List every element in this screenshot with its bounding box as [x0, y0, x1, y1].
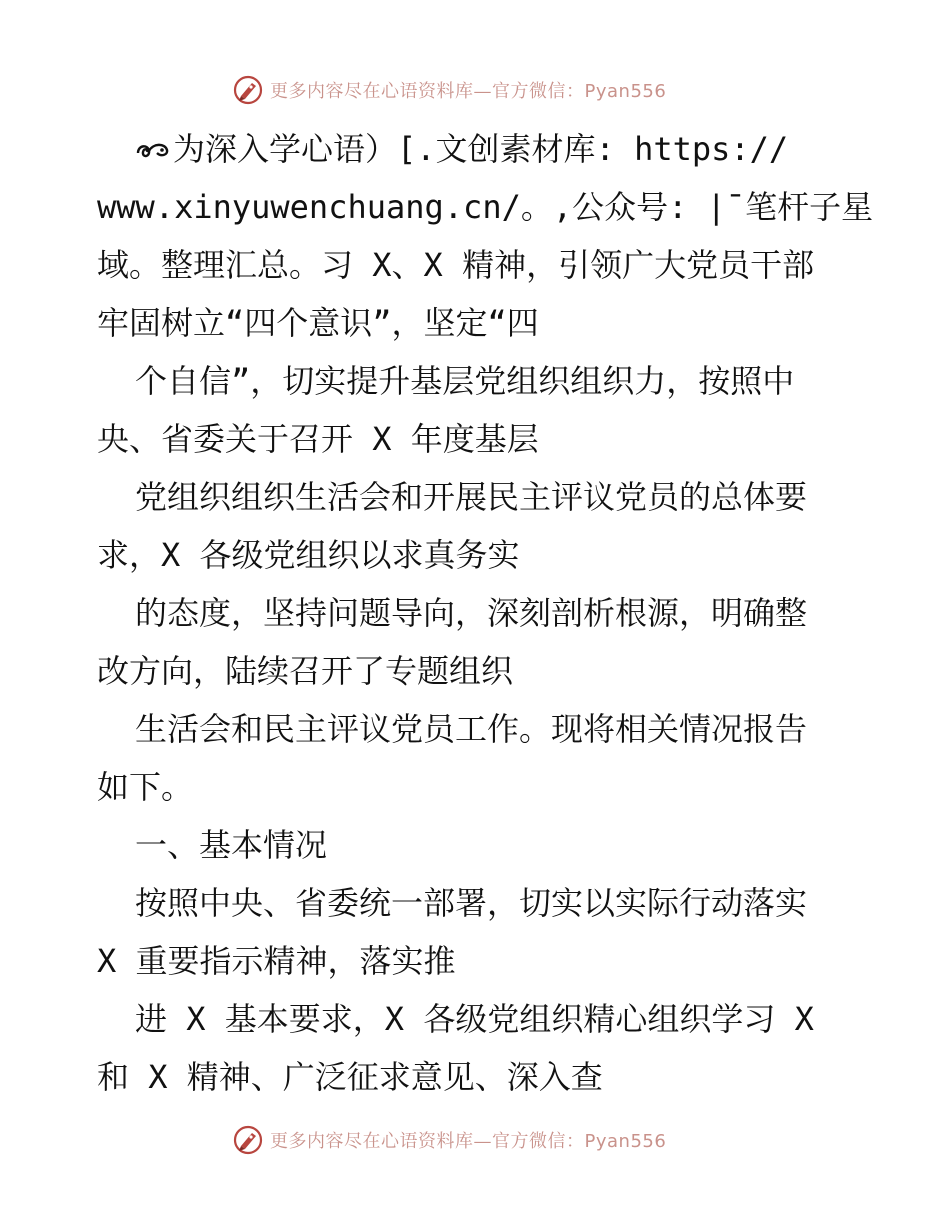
swirl-bullet-icon [135, 139, 171, 163]
paragraph-line: 生活会和民主评议党员工作。现将相关情况报告 [135, 710, 808, 748]
paragraph-line: 党组织组织生活会和开展民主评议党员的总体要 [135, 478, 808, 516]
paragraph-line: 的态度，坚持问题导向，深刻剖析根源，明确整 [135, 594, 808, 632]
header-banner [232, 72, 752, 108]
paragraph-line: 求，X 各级党组织以求真务实 [97, 536, 520, 574]
pen-nib-seal-icon [232, 1124, 264, 1156]
paragraph-line: www.xinyuwenchuang.cn/。,公众号: |¯笔杆子星 [97, 188, 874, 226]
document-body [97, 120, 874, 1106]
paragraph-line: X 重要指示精神，落实推 [97, 942, 456, 980]
paragraph-line: 域。整理汇总。习 X、X 精神，引领广大党员干部 [97, 246, 815, 284]
paragraph-line: 央、省委关于召开 X 年度基层 [97, 420, 539, 458]
paragraph-line: 和 X 精神、广泛征求意见、深入查 [97, 1058, 603, 1096]
paragraph-line: 个自信”，切实提升基层党组织组织力，按照中 [135, 362, 795, 400]
paragraph-line: 进 X 基本要求，X 各级党组织精心组织学习 X [135, 1000, 814, 1038]
banner-text: 更多内容尽在心语资料库—官方微信：Pyan556 [270, 81, 667, 102]
paragraph-line: 为深入学心语）[.文创素材库: https:// [97, 120, 857, 178]
pen-nib-seal-icon [232, 74, 264, 106]
banner-text: 更多内容尽在心语资料库—官方微信：Pyan556 [270, 1131, 667, 1152]
paragraph-line: 改方向，陆续召开了专题组织 [97, 652, 514, 690]
paragraph-line: 按照中央、省委统一部署，切实以实际行动落实 [135, 884, 808, 922]
paragraph-line: 牢固树立“四个意识”，坚定“四 [97, 304, 539, 342]
paragraph-line: 如下。 [97, 768, 194, 806]
section-heading: 一、基本情况 [135, 826, 328, 864]
footer-banner [232, 1122, 752, 1158]
